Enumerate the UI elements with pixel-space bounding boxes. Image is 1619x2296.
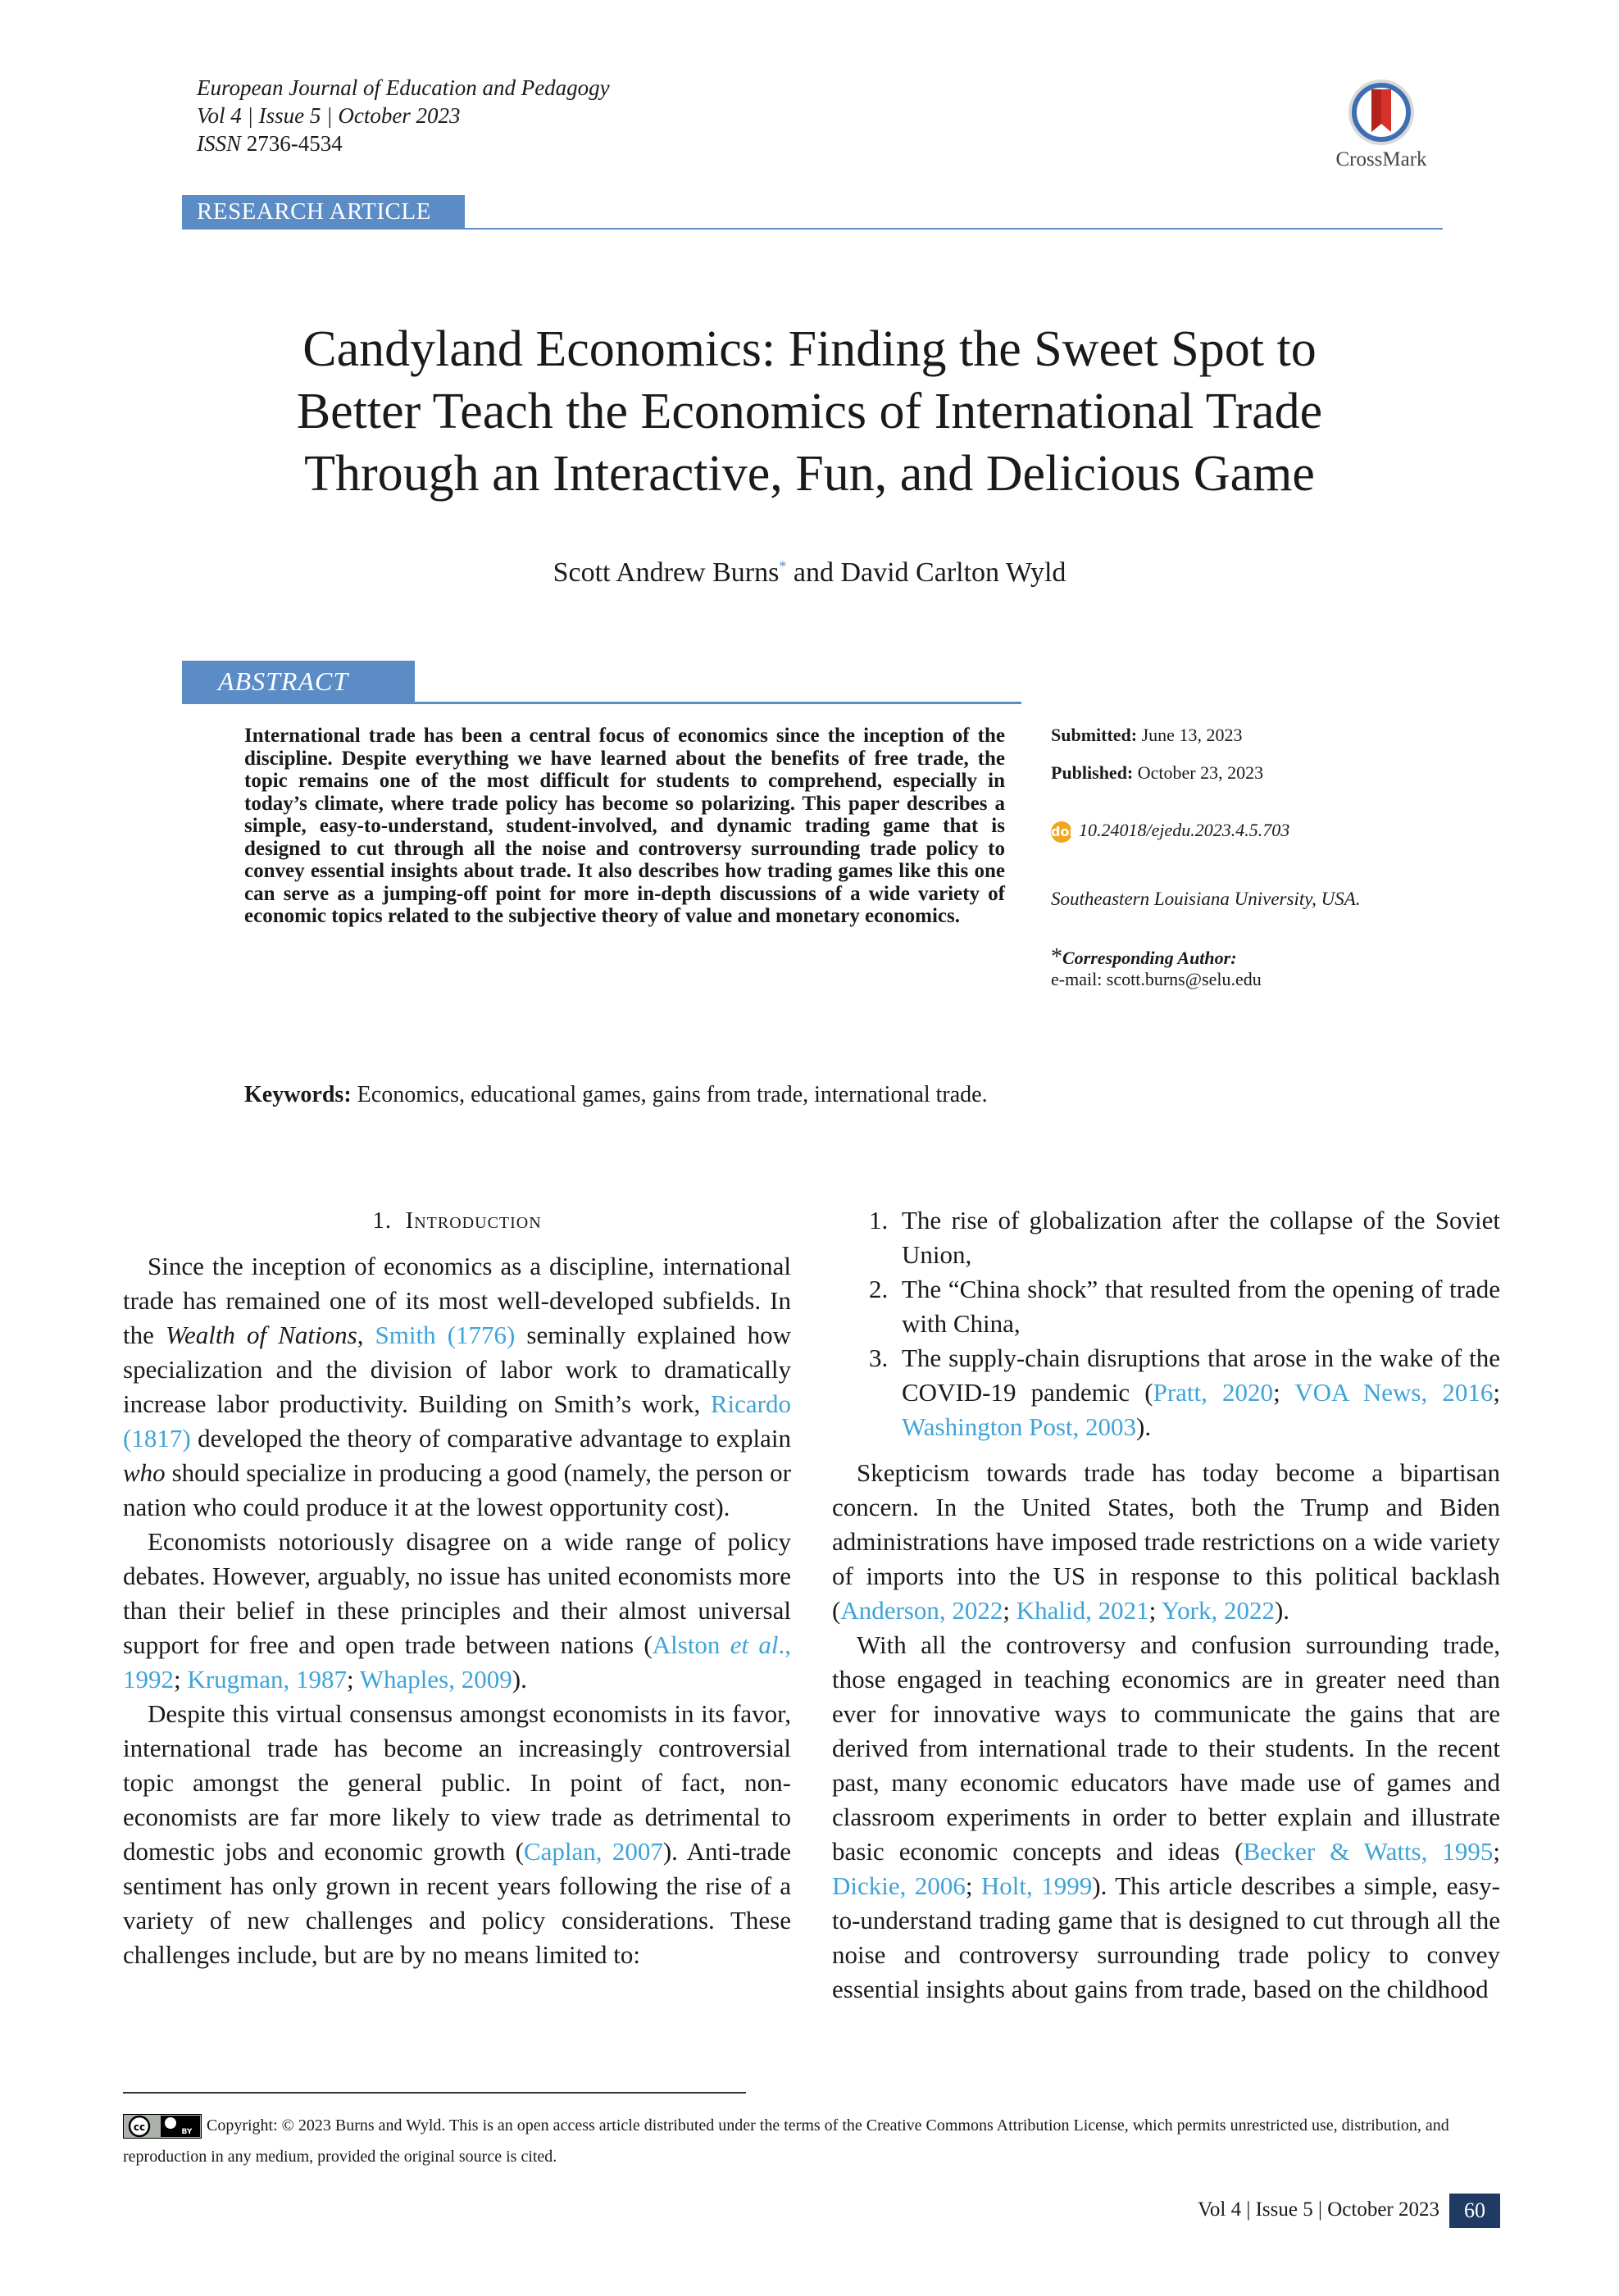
article-title <box>148 318 1471 505</box>
journal-volume: Vol 4 | Issue 5 | October 2023 <box>197 103 461 128</box>
list-item: 1. The rise of globalization after the collapse of the Soviet Union, <box>869 1206 1500 1269</box>
keywords <box>244 1080 1005 1109</box>
title-line: Candyland Economics: Finding the Sweet Spot to <box>302 321 1317 377</box>
published-date: Published: October 23, 2023 <box>1051 762 1264 783</box>
copyright-notice <box>123 2110 1500 2172</box>
journal-name: European Journal of Education and Pedagogy <box>197 75 610 100</box>
list-item: 2. The “China shock” that resulted from the opening of trade with China, <box>869 1275 1500 1338</box>
citation-link[interactable]: Whaples, 2009 <box>359 1665 512 1694</box>
doi-icon: doi <box>1051 821 1072 843</box>
citation-link[interactable]: Washington Post, 2003 <box>902 1412 1136 1441</box>
submitted-date: Submitted: June 13, 2023 <box>1051 725 1243 745</box>
citation-link[interactable]: Dickie, 2006 <box>832 1871 966 1900</box>
citation-link[interactable]: Pratt, 2020 <box>1153 1378 1274 1407</box>
paragraph: Economists notoriously disagree on a wide range of policy debates. However, arguably, no issue has united economists more than their belief in these principles and their almost universal support for free and open trade between nations (Alston et al., 1992; Krugman, 1987; Whaples, 2009). <box>123 1527 791 1694</box>
author-list <box>148 557 1471 589</box>
citation-link[interactable]: Khalid, 2021 <box>1016 1596 1149 1625</box>
crossmark-icon <box>1347 78 1416 147</box>
doi-link[interactable] <box>1051 820 1289 843</box>
footnote-rule <box>123 2092 746 2094</box>
cc-badge-label: cc <box>133 2121 146 2134</box>
author-conjunction: and <box>793 557 834 588</box>
cc-by-license-icon[interactable] <box>123 2114 202 2139</box>
abstract-heading: ABSTRACT <box>182 661 415 702</box>
footer-issue: Vol 4 | Issue 5 | October 2023 <box>1198 2198 1439 2221</box>
corresponding-author-mark: * <box>779 557 787 575</box>
by-badge-label: BY <box>181 2128 193 2137</box>
citation-link[interactable]: Ricardo (1817) <box>123 1389 791 1453</box>
affiliation: Southeastern Louisiana University, USA. <box>1051 889 1361 909</box>
corresponding-email[interactable]: e-mail: scott.burns@selu.edu <box>1051 969 1262 989</box>
corresponding-author: *Corresponding Author: <box>1051 944 1237 970</box>
crossmark-badge[interactable] <box>1320 78 1443 171</box>
citation-link[interactable]: Alston et al., 1992 <box>123 1630 791 1694</box>
keywords-label: Keywords: <box>244 1082 352 1107</box>
paragraph: Since the inception of economics as a discipline, international trade has remained one of its most well-developed subfields. In the Wealth of Nations, Smith (1776) seminally explained how specialization and the division of labor work to dramatically increase labor productivity. Building on Smith’s work, Ricardo (1817) developed the theory of comparative advantage to explain who should specialize in producing a good (namely, the person or nation who could produce it at the lowest opportunity cost). <box>123 1252 792 1521</box>
abstract-rule <box>182 702 1021 704</box>
page-number: 60 <box>1449 2194 1500 2228</box>
paragraph: Despite this virtual consensus amongst economists in its favor, international trade has become an increasingly controversial topic amongst the general public. In point of fact, non-economists are far more likely to view trade as detrimental to domestic jobs and economic growth (Caplan, 2007). Anti-trade sentiment has only grown in recent years following the rise of a variety of new challenges and policy considerations. These challenges include, but are by no means limited to: <box>123 1699 791 1969</box>
body-column-left <box>123 1203 791 1972</box>
citation-link[interactable]: Caplan, 2007 <box>523 1837 663 1866</box>
title-line: Better Teach the Economics of International Trade <box>296 384 1323 439</box>
header-rule <box>182 228 1443 230</box>
citation-link[interactable]: Holt, 1999 <box>980 1871 1093 1900</box>
citation-link[interactable]: Anderson, 2022 <box>840 1596 1003 1625</box>
crossmark-label: CrossMark <box>1335 148 1427 170</box>
doi-text: 10.24018/ejedu.2023.4.5.703 <box>1079 820 1290 840</box>
page-footer <box>1066 2194 1500 2228</box>
author-name[interactable]: Scott Andrew Burns <box>553 557 780 588</box>
citation-link[interactable]: Krugman, 1987 <box>187 1665 347 1694</box>
paragraph: With all the controversy and confusion surrounding trade, those engaged in teaching economics are in greater need than ever for innovative ways to communicate the gains that are derived from international trade to their students. In the recent past, many economic educators have made use of games and classroom experiments in order to better explain and illustrate basic economic concepts and ideas (Becker & Watts, 1995; Dickie, 2006; Holt, 1999). This article describes a simple, easy-to-understand trading game that is designed to cut through all the noise and controversy surrounding trade policy to convey essential insights about gains from trade, based on the childhood <box>832 1630 1500 2003</box>
paragraph: Skepticism towards trade has today become a bipartisan concern. In the United States, both the Trump and Biden administrations have imposed trade restrictions on a wide variety of imports into the US in response to this political backlash (Anderson, 2022; Khalid, 2021; York, 2022). <box>832 1458 1500 1625</box>
journal-issn: ISSN 2736-4534 <box>197 131 343 156</box>
journal-header <box>197 74 610 157</box>
keywords-list: Economics, educational games, gains from trade, international trade. <box>357 1082 988 1107</box>
abstract-text: International trade has been a central focus of economics since the inception of the discipline. Despite everything we have learned about the benefits of free trade, the topic remains one of the most difficult for students to comprehend, especially in today’s climate, where trade policy has become so polarizing. This paper describes a simple, easy-to-understand, student-involved, and dynamic trading game that is designed to cut through all the noise and controversy surrounding trade policy to convey essential insights about trade. It also describes how trading games like this one can serve as a jumping-off point for more in-depth discussions of a wide variety of economic topics related to the subjective theory of value and monetary economics. <box>244 725 1005 927</box>
section-heading: 1. Introduction <box>372 1207 542 1234</box>
citation-link[interactable]: Smith (1776) <box>375 1321 516 1349</box>
article-type-banner: RESEARCH ARTICLE <box>182 195 465 228</box>
body-column-right <box>832 1203 1500 2007</box>
citation-link[interactable]: Becker & Watts, 1995 <box>1243 1837 1494 1866</box>
list-item: 3. The supply-chain disruptions that arose in the wake of the COVID-19 pandemic (Pratt, 2020; VOA News, 2016; Washington Post, 2003). <box>869 1344 1500 1441</box>
author-name[interactable]: David Carlton Wyld <box>840 557 1066 588</box>
title-line: Through an Interactive, Fun, and Delicious Game <box>304 446 1315 502</box>
challenge-list <box>832 1203 1500 1444</box>
copyright-text: Copyright: © 2023 Burns and Wyld. This is an open access article distributed under the terms of the Creative Commons Attribution License, which permits unrestricted use, distribution, and reproduction in any medium, provided the original source is cited. <box>123 2116 1449 2166</box>
citation-link[interactable]: York, 2022 <box>1161 1596 1275 1625</box>
citation-link[interactable]: VOA News, 2016 <box>1294 1378 1494 1407</box>
